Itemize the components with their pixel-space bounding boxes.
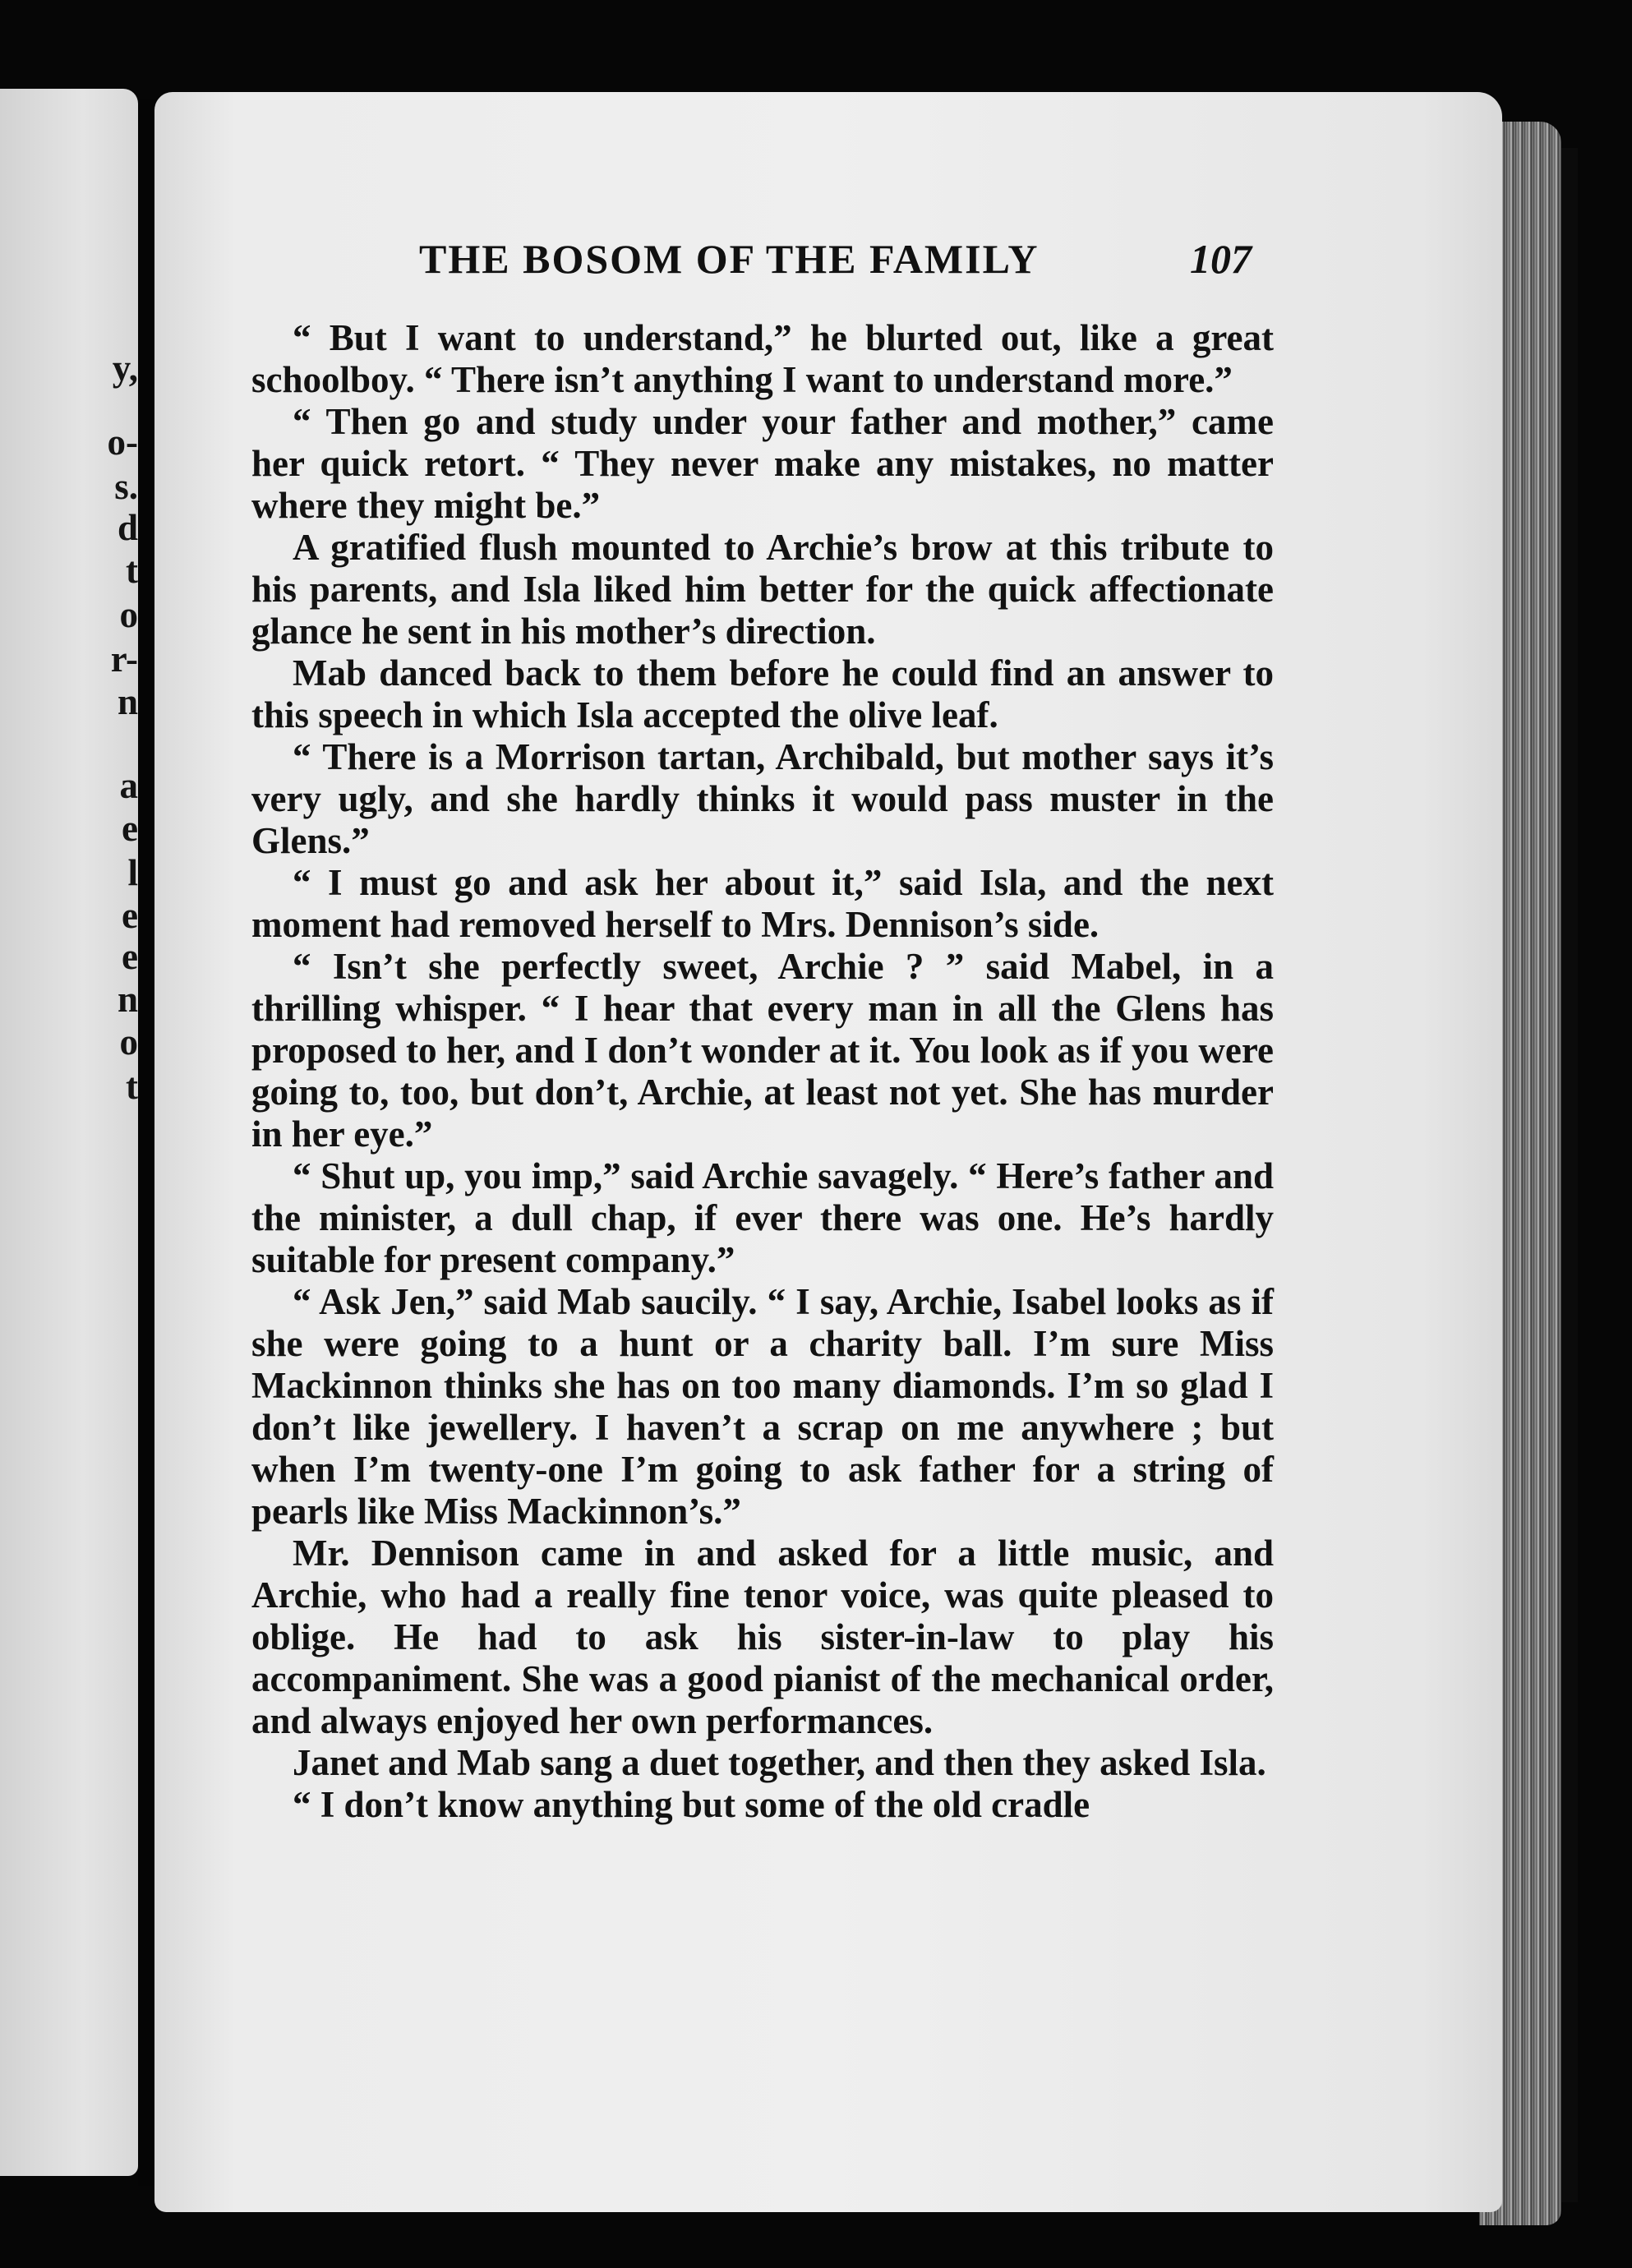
paragraph: “ I must go and ask her about it,” said Isla, and the next moment had removed herself to Mrs. Dennison’s side. [251, 862, 1274, 945]
left-page-fragment: a [119, 765, 138, 806]
paragraph: “ Isn’t she perfectly sweet, Archie ? ” said Mabel, in a thrilling whisper. “ I hear that every man in all the Glens has proposed to her, and I don’t wonder at it. You look as if you were going to, too, but don’t, Archie, at least not yet. She has murder in her eye.” [251, 946, 1274, 1155]
left-page-fragment: e [122, 936, 138, 977]
paragraph: Mab danced back to them before he could find an answer to this speech in which Isla accepted the olive leaf. [251, 652, 1274, 735]
paragraph: “ Then go and study under your father and mother,” came her quick retort. “ They never make any mistakes, no matter where they might be.” [251, 401, 1274, 526]
paragraph: “ Ask Jen,” said Mab saucily. “ I say, Archie, Isabel looks as if she were going to a hunt or a charity ball. I’m sure Miss Mackinnon thinks she has on too many diamonds. I’m so glad I don’t like jewellery. I haven’t a scrap on me anywhere ; but when I’m twenty-one I’m going to ask father for a string of pearls like Miss Mackinnon’s.” [251, 1281, 1274, 1532]
left-page-fragment: s. [114, 466, 138, 507]
paragraph: “ There is a Morrison tartan, Archibald, but mother says it’s very ugly, and she hardly thinks it would pass muster in the Glens.” [251, 736, 1274, 861]
left-page-fragment: d [117, 507, 138, 548]
left-page-fragment: e [122, 895, 138, 936]
left-page-fragment: o [119, 1021, 138, 1063]
left-page-fragment: o [119, 594, 138, 635]
left-page-fragment: y, [112, 348, 138, 389]
left-facing-page [0, 89, 138, 2176]
paragraph: Janet and Mab sang a duet together, and then they asked Isla. [293, 1742, 1266, 1783]
left-page-fragment: e [122, 808, 138, 849]
left-page-fragment: r- [110, 638, 138, 680]
left-page-fragment: n [117, 681, 138, 722]
paragraph: Mr. Dennison came in and asked for a little music, and Archie, who had a really fine tenor voice, was quite pleased to oblige. He had to ask his sister-in-law to play his accompaniment. She was a good pianist of the mechanical order, and always enjoyed her own performances. [251, 1533, 1274, 1741]
left-page-fragment: t [126, 550, 138, 591]
paragraph: “ But I want to understand,” he blurted out, like a great schoolboy. “ There isn’t anything I want to understand more.” [251, 317, 1274, 400]
left-page-fragment: t [126, 1066, 138, 1107]
body-text [251, 317, 1274, 1826]
paragraph: A gratified flush mounted to Archie’s brow at this tribute to his parents, and Isla liked him better for the quick affectionate glance he sent in his mother’s direction. [251, 527, 1274, 652]
left-page-fragment: o- [107, 422, 138, 463]
running-head: THE BOSOM OF THE FAMILY [419, 236, 1040, 282]
page-number: 107 [1190, 236, 1252, 282]
left-page-fragment: l [127, 852, 138, 893]
left-page-fragment: n [117, 979, 138, 1020]
paragraph: “ I don’t know anything but some of the old cradle [293, 1784, 1090, 1825]
paragraph: “ Shut up, you imp,” said Archie savagely. “ Here’s father and the minister, a dull chap, if ever there was one. He’s hardly suitable for present company.” [251, 1155, 1274, 1280]
